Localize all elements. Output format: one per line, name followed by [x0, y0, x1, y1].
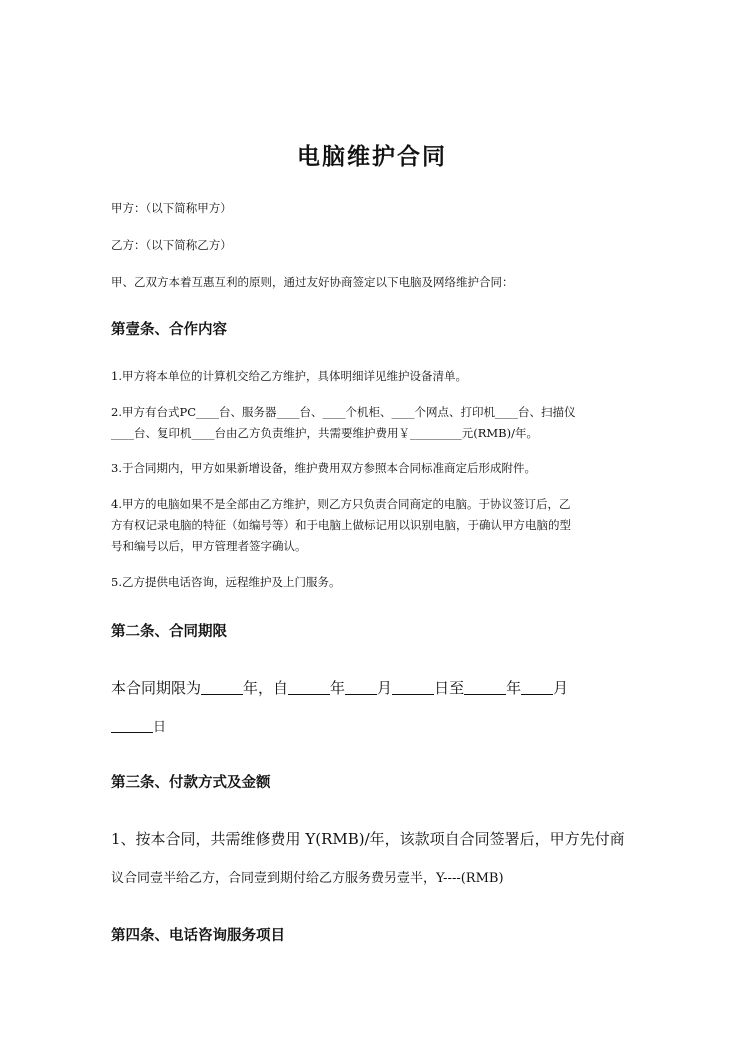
- term-text-4: 月: [377, 679, 393, 697]
- section-2-heading: 第二条、合同期限: [111, 623, 227, 640]
- end-day-blank[interactable]: [111, 718, 153, 733]
- end-month-blank[interactable]: [521, 680, 553, 695]
- payment-line-1: 1、按本合同，共需维修费用 Y(RMB)/年，该款项自合同签署后，甲方先付商: [111, 830, 625, 848]
- party-a-line: 甲方：（以下简称甲方）: [111, 201, 232, 215]
- section-1-item-5: 5.乙方提供电话咨询，远程维护及上门服务。: [111, 575, 341, 589]
- document-title: 电脑维护合同: [297, 143, 447, 170]
- section-1-item-2-line-1: 2.甲方有台式PC____台、服务器____台、____个机柜、____个网点、打印机____台、扫描仪: [111, 405, 576, 419]
- term-text-6: 年: [506, 679, 522, 697]
- start-day-blank[interactable]: [392, 680, 434, 695]
- section-1-item-4-line-1: 4.甲方的电脑如果不是全部由乙方维护，则乙方只负责合同商定的电脑。于协议签订后，乙: [111, 497, 571, 511]
- term-text-8: 日: [153, 720, 167, 735]
- start-month-blank[interactable]: [345, 680, 377, 695]
- term-years-blank[interactable]: [201, 680, 243, 695]
- section-1-item-4-line-3: 号和编号以后，甲方管理者签字确认。: [111, 539, 307, 553]
- term-text-5: 日至: [434, 679, 465, 697]
- section-1-item-3: 3.于合同期内，甲方如果新增设备，维护费用双方参照本合同标准商定后形成附件。: [111, 461, 536, 475]
- section-1-item-4-line-2: 方有权记录电脑的特征（如编号等）和于电脑上做标记用以识别电脑，于确认甲方电脑的型: [111, 518, 571, 532]
- term-text-7: 月: [553, 679, 569, 697]
- party-b-line: 乙方：（以下简称乙方）: [111, 238, 232, 252]
- contract-term-line: [111, 677, 568, 698]
- term-text-2: 年，自: [243, 679, 289, 697]
- contract-term-line-2: [111, 716, 166, 735]
- payment-line-2: 议合同壹半给乙方，合同壹到期付给乙方服务费另壹半，Y----(RMB): [111, 871, 504, 886]
- section-1-heading: 第壹条、合作内容: [111, 321, 227, 338]
- section-3-heading: 第三条、付款方式及金额: [111, 774, 271, 791]
- term-text-3: 年: [330, 679, 346, 697]
- section-4-heading: 第四条、电话咨询服务项目: [111, 927, 285, 944]
- start-year-blank[interactable]: [288, 680, 330, 695]
- end-year-blank[interactable]: [464, 680, 506, 695]
- section-1-item-2-line-2: ____台、复印机____台由乙方负责维护，共需要维护费用￥_________元(RMB)/年。: [111, 426, 538, 440]
- section-1-item-1: 1.甲方将本单位的计算机交给乙方维护，具体明细详见维护设备清单。: [111, 369, 467, 383]
- term-text-1: 本合同期限为: [111, 679, 202, 697]
- intro-paragraph: 甲、乙双方本着互惠互利的原则，通过友好协商签定以下电脑及网络维护合同：: [111, 275, 514, 289]
